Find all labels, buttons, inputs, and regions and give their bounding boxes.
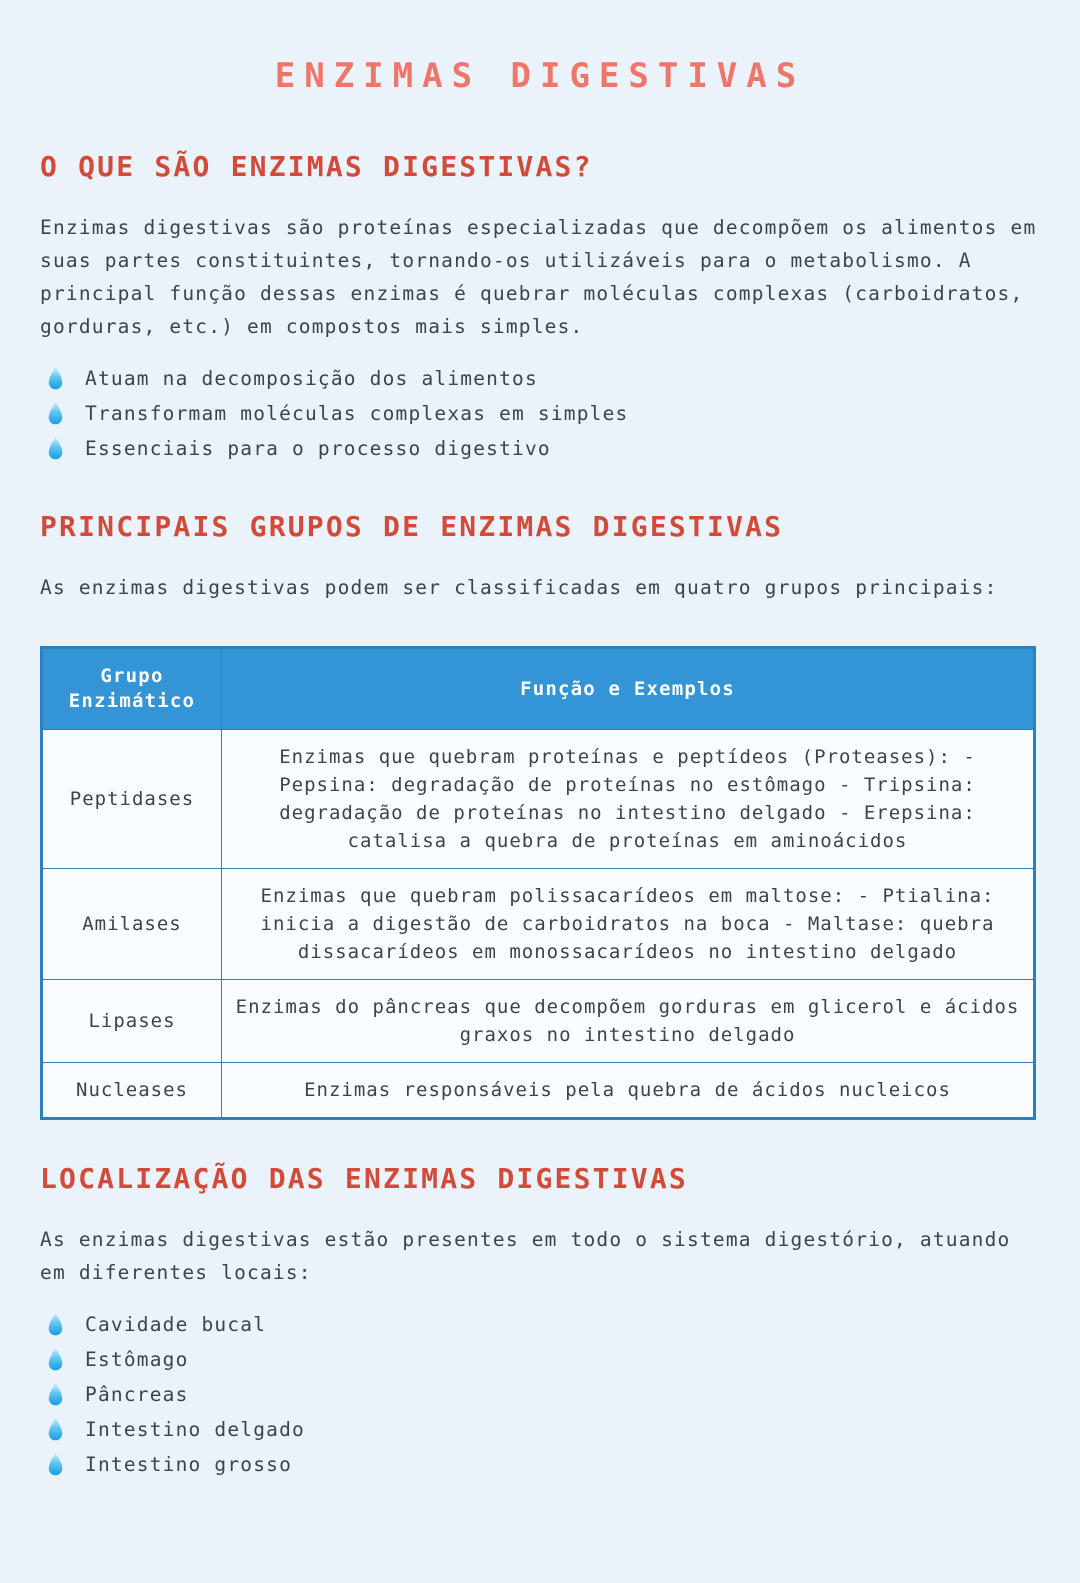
- list-item: [40, 431, 1040, 466]
- enzyme-facts-list: [40, 361, 1040, 466]
- list-item-label: Pâncreas: [85, 1383, 189, 1406]
- intro-paragraph: Enzimas digestivas são proteínas especializadas que decompõem os alimentos em suas partes constituintes, tornando-os utilizáveis para o metabolismo. A principal função dessas enzimas é quebrar moléculas complexas (carboidratos, gorduras, etc.) em compostos mais simples.: [40, 216, 1037, 338]
- enzyme-function-cell: Enzimas do pâncreas que decompõem gorduras em glicerol e ácidos graxos no intestino delgado: [222, 980, 1035, 1063]
- section-enzyme-locations: [40, 1162, 1040, 1482]
- table-header-row: [42, 648, 1035, 730]
- list-item-label: Intestino grosso: [85, 1453, 293, 1476]
- section-enzyme-groups: [40, 510, 1040, 1120]
- enzyme-group-cell: Amilases: [42, 869, 222, 980]
- document-page: [0, 56, 1080, 1583]
- enzyme-function-cell: Enzimas que quebram proteínas e peptídeos (Proteases): - Pepsina: degradação de proteínas no estômago - Tripsina: degradação de proteínas no intestino delgado - Erepsina: catalisa a quebra de proteínas em aminoácidos: [222, 730, 1035, 869]
- section-heading-groups: PRINCIPAIS GRUPOS DE ENZIMAS DIGESTIVAS: [40, 510, 784, 543]
- locations-paragraph: As enzimas digestivas estão presentes em todo o sistema digestório, atuando em diferentes locais:: [40, 1228, 1011, 1284]
- list-item: [40, 1307, 1040, 1342]
- enzyme-group-cell: Nucleases: [42, 1063, 222, 1119]
- list-item: [40, 1412, 1040, 1447]
- list-item-label: Transformam moléculas complexas em simples: [85, 402, 629, 425]
- table-header-group: Grupo Enzimático: [42, 648, 222, 730]
- water-drop-icon: [46, 1347, 65, 1373]
- water-drop-icon: [46, 1417, 65, 1443]
- table-row: [42, 869, 1035, 980]
- page-title: ENZIMAS DIGESTIVAS: [274, 56, 806, 96]
- table-row: [42, 980, 1035, 1063]
- list-item: [40, 1447, 1040, 1482]
- section-heading-what: O QUE SÃO ENZIMAS DIGESTIVAS?: [40, 150, 593, 183]
- enzyme-group-cell: Lipases: [42, 980, 222, 1063]
- list-item-label: Cavidade bucal: [85, 1313, 267, 1336]
- list-item: [40, 1342, 1040, 1377]
- table-row: [42, 1063, 1035, 1119]
- list-item: [40, 396, 1040, 431]
- water-drop-icon: [46, 401, 65, 427]
- list-item: [40, 1377, 1040, 1412]
- groups-paragraph: As enzimas digestivas podem ser classificadas em quatro grupos principais:: [40, 576, 998, 599]
- water-drop-icon: [46, 1312, 65, 1338]
- table-row: [42, 730, 1035, 869]
- enzyme-function-cell: Enzimas que quebram polissacarídeos em maltose: - Ptialina: inicia a digestão de carboidratos na boca - Maltase: quebra dissacarídeos em monossacarídeos no intestino delgado: [222, 869, 1035, 980]
- water-drop-icon: [46, 1382, 65, 1408]
- table-body: [42, 730, 1035, 1119]
- list-item: [40, 361, 1040, 396]
- table-head: [42, 648, 1035, 730]
- enzyme-function-cell: Enzimas responsáveis pela quebra de ácidos nucleicos: [222, 1063, 1035, 1119]
- list-item-label: Essenciais para o processo digestivo: [85, 437, 551, 460]
- locations-list: [40, 1307, 1040, 1482]
- enzyme-groups-table: [40, 646, 1036, 1120]
- list-item-label: Estômago: [85, 1348, 189, 1371]
- water-drop-icon: [46, 1452, 65, 1478]
- section-what-are-enzymes: [40, 150, 1040, 466]
- water-drop-icon: [46, 366, 65, 392]
- list-item-label: Intestino delgado: [85, 1418, 305, 1441]
- enzyme-group-cell: Peptidases: [42, 730, 222, 869]
- list-item-label: Atuam na decomposição dos alimentos: [85, 367, 538, 390]
- table-header-function: Função e Exemplos: [222, 648, 1035, 730]
- water-drop-icon: [46, 436, 65, 462]
- section-heading-locations: LOCALIZAÇÃO DAS ENZIMAS DIGESTIVAS: [40, 1162, 688, 1195]
